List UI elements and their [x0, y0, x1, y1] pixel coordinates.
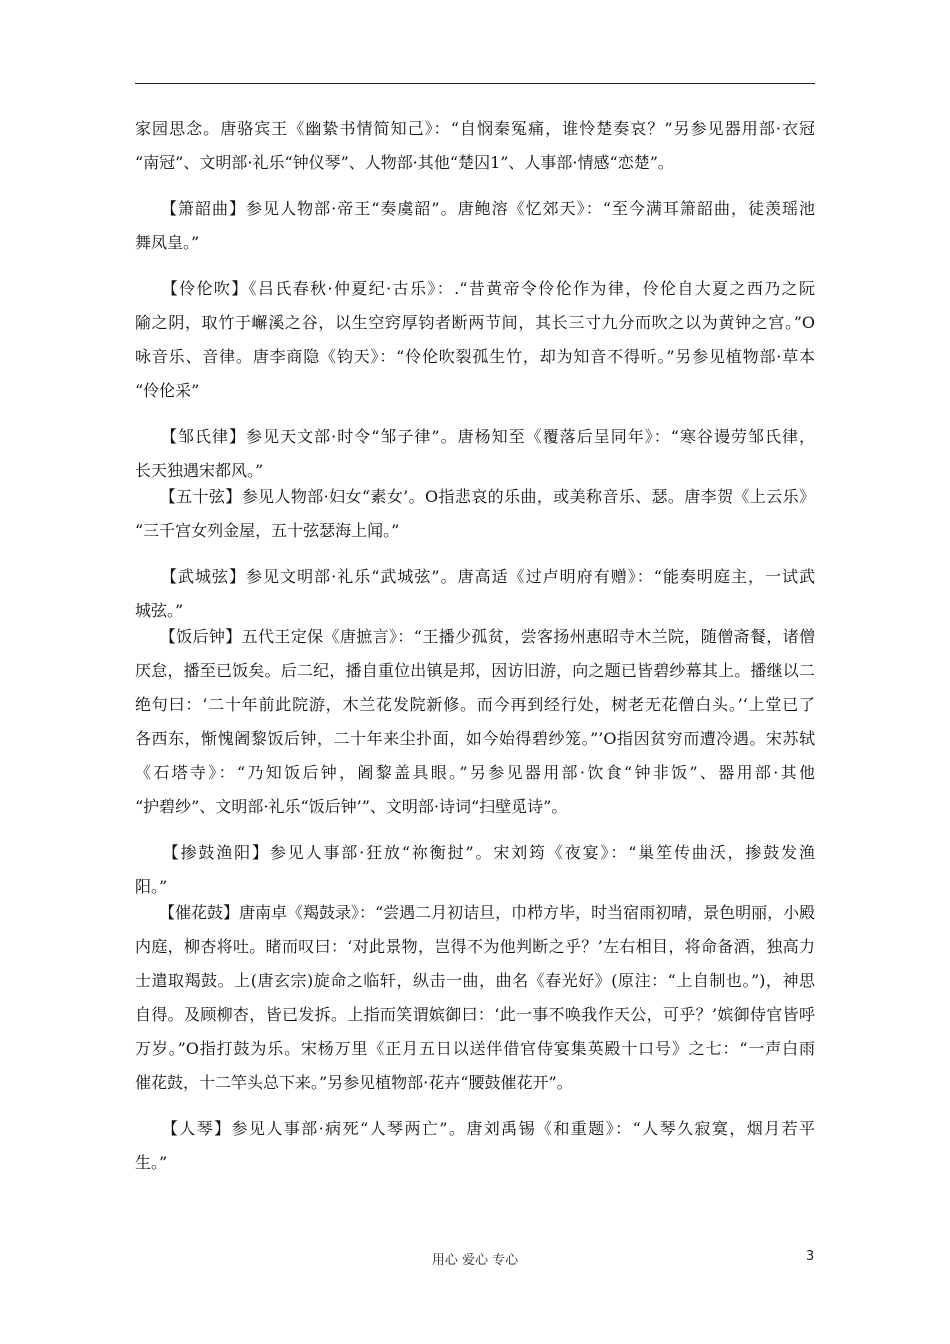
text-line: 城弦。” [135, 601, 184, 620]
text-line: 长天独遇宋都风。” [135, 461, 264, 480]
text-line: 【五十弦】参见人物部·妇女“素女’。O指悲哀的乐曲，或美称音乐、瑟。唐李贺《上云乐》 [135, 487, 815, 506]
text-line: 咏音乐、音律。唐李商隐《钧天》：“伶伦吹裂孤生竹，却为知音不得听。”另参见植物部·草本 [135, 347, 815, 366]
text-line: 【掺鼓渔阳】参见人事部·狂放“祢衡挝”。宋刘筠《夜宴》：“巢笙传曲沃，掺鼓发渔 [135, 843, 815, 862]
text-line: 自得。及顾柳杏，皆已发拆。上指而笑谓嫔御曰：‘此一事不唤我作天公，可乎？’嫔御侍官皆呼 [135, 1005, 815, 1024]
text-line: 【人琴】参见人事部·病死“人琴两亡”。唐刘禹锡《和重题》：“人琴久寂寞，烟月若平 [135, 1119, 815, 1138]
text-line: 家园思念。唐骆宾王《幽絷书情简知己》：“自悯秦冤痛，谁怜楚奏哀？”另参见器用部·衣冠 [135, 119, 815, 138]
text-line: 士遣取羯鼓。上(唐玄宗)旋命之临轩，纵击一曲，曲名《春光好》(原注：“上自制也。”)，神思 [135, 971, 815, 990]
text-line: 【邹氏律】参见天文部·时令“邹子律”。唐杨知至《覆落后呈同年》：“寒谷谩劳邹氏律， [135, 427, 815, 446]
text-line: 【伶伦吹】《吕氏春秋·仲夏纪·古乐》：.“昔黄帝令伶伦作为律，伶伦自大夏之西乃之阮 [135, 279, 815, 298]
page-number: 3 [806, 1249, 815, 1264]
text-line: 绝句曰：‘二十年前此院游，木兰花发院新修。而今再到经行处，树老无花僧白头。’‘上堂已了 [135, 695, 815, 714]
text-line: 阳。” [135, 877, 168, 896]
text-line: 厌怠，播至已饭矣。后二纪，播自重位出镇是邦，因访旧游，向之题已皆碧纱幕其上。播继以二 [135, 661, 815, 680]
text-line: 生。” [135, 1153, 168, 1172]
text-line: 《石塔寺》：“乃知饭后钟，阇黎盖具眼。”另参见器用部·饮食“钟非饭”、器用部·其他 [135, 763, 815, 782]
text-line: 【武城弦】参见文明部·礼乐“武城弦”。唐高适《过卢明府有赠》：“能奏明庭主，一试武 [135, 567, 815, 586]
header-rule [135, 83, 815, 84]
text-line: “护碧纱”、文明部·礼乐“饭后钟’”、文明部·诗词“扫壁觅诗”。 [135, 797, 568, 816]
footer-text: 用心 爱心 专心 [431, 1253, 519, 1268]
text-line: 【催花鼓】唐南卓《羯鼓录》：“尝遇二月初诘旦，巾栉方毕，时当宿雨初晴，景色明丽，小殿 [135, 903, 815, 922]
text-line: “伶伦采” [135, 381, 200, 400]
text-line: “南冠”、文明部·礼乐“钟仪琴”、人物部·其他“楚囚1”、人事部·情感“恋楚”。 [135, 153, 674, 172]
text-line: 【箫韶曲】参见人物部·帝王“奏虞韶”。唐鲍溶《忆郊天》：“至今满耳箫韶曲，徒羡瑶池 [135, 199, 815, 218]
text-line: 催花鼓，十二竿头总下来。”另参见植物部·花卉“腰鼓催花开”。 [135, 1073, 573, 1092]
text-line: 各西东，惭愧阇黎饭后钟，二十年来尘扑面，如今始得碧纱笼。”’O指因贫穷而遭冷遇。宋苏轼 [135, 729, 815, 748]
text-line: 【饭后钟】五代王定保《唐摭言》：“王播少孤贫，尝客扬州惠昭寺木兰院，随僧斋餐，诸僧 [135, 627, 815, 646]
text-line: “三千宫女列金屋，五十弦瑟海上闻。” [135, 521, 400, 540]
text-line: 内庭，柳杏将吐。睹而叹曰：‘对此景物，岂得不为他判断之乎？’左右相目，将命备酒，独高力 [135, 937, 815, 956]
text-line: 隃之阴，取竹于嶰溪之谷，以生空窍厚钧者断两节间，其长三寸九分而吹之以为黄钟之宫。”O [135, 313, 815, 332]
text-line: 舞凤皇。” [135, 233, 200, 252]
text-line: 万岁。”O指打鼓为乐。宋杨万里《正月五日以送伴借官侍宴集英殿十口号》之七：“一声白雨 [135, 1039, 815, 1058]
